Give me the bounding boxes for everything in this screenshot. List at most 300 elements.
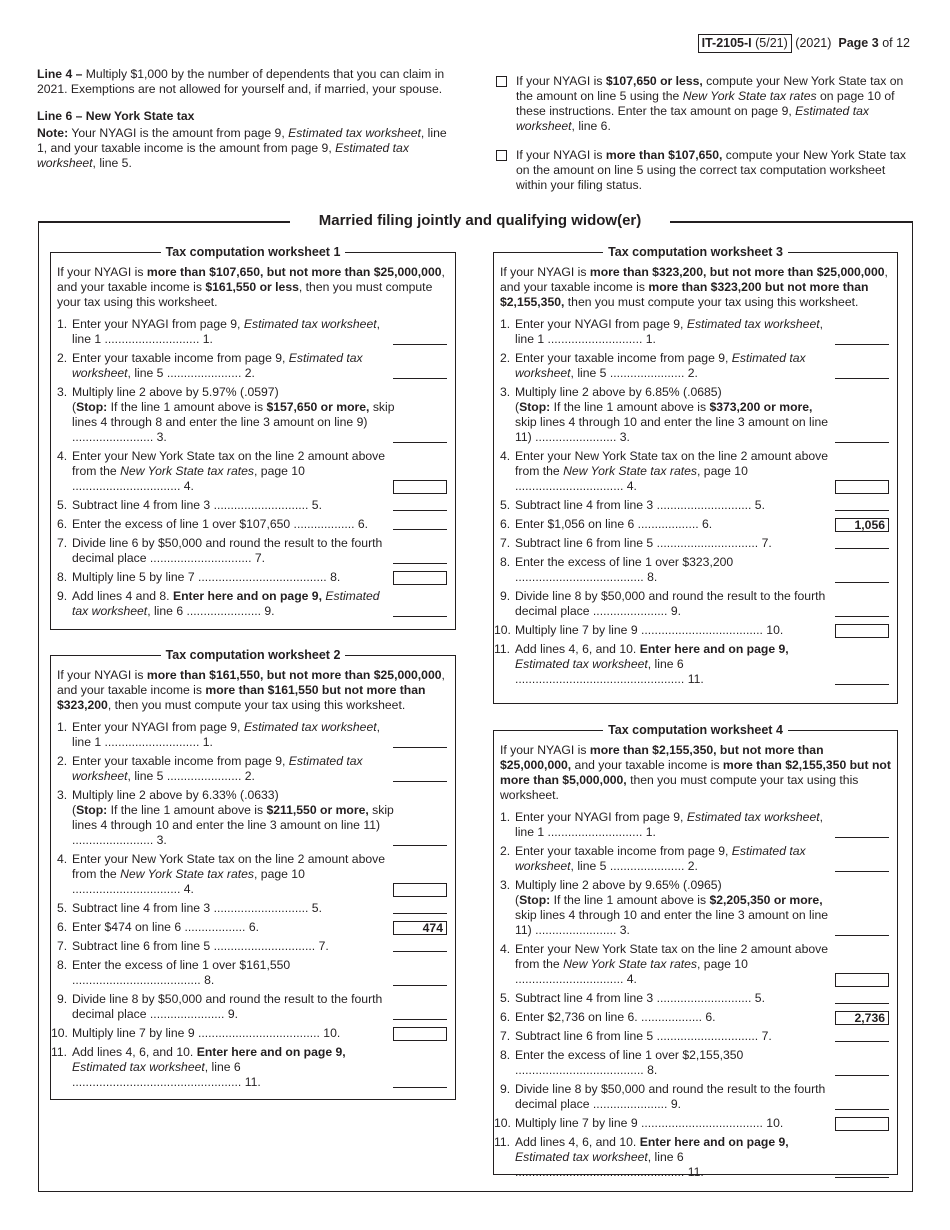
intro-bold: more than $161,550 but not more than $323,200: [57, 683, 426, 712]
form-ref: New York State tax rates: [563, 464, 698, 478]
line-number: 9.: [500, 1082, 511, 1096]
line-text: [72, 754, 363, 783]
ws3-answer-l4[interactable]: [835, 480, 889, 494]
line-text: [72, 1026, 340, 1040]
leader-dots: ..................................................: [515, 1165, 688, 1179]
stop-label: Stop:: [519, 400, 551, 414]
enter-here: Enter here and on page 9,: [639, 1135, 789, 1149]
line-number: 7.: [500, 1029, 511, 1043]
leader-dots: ..................: [181, 920, 249, 934]
page-total: of 12: [882, 36, 910, 50]
line-ref: 1.: [645, 825, 656, 839]
form-ref: Estimated tax worksheet: [243, 317, 377, 331]
line-label: Subtract line 4 from line 3: [515, 498, 654, 512]
ws4-line-4: [494, 942, 897, 987]
leader-dots: ................................: [72, 882, 184, 896]
intro-text: , then you must compute your tax using this worksheet.: [57, 280, 433, 309]
leader-dots: ................................: [515, 479, 627, 493]
leader-dots: ..................: [634, 517, 702, 531]
line-text: [72, 920, 259, 934]
ws3-answer-l2[interactable]: [835, 364, 889, 379]
line6-heading-text: Line 6 – New York State tax: [37, 109, 195, 123]
line-text: [515, 589, 825, 618]
line-ref: 7.: [761, 1029, 772, 1043]
intro-text: , and your taxable income is: [57, 265, 445, 294]
checkbox-low[interactable]: [496, 76, 507, 87]
line-ref: , page 10: [254, 867, 305, 881]
ws3-line-3: [494, 385, 897, 445]
ws2-answer-l5[interactable]: [393, 899, 447, 914]
ws3-answer-l9[interactable]: [835, 602, 889, 617]
ws3-answer-l8[interactable]: [835, 568, 889, 583]
note-text-2: , line 1, and your taxable income is the amount from page 9,: [37, 126, 447, 155]
check1-italic-1: New York State tax rates: [682, 89, 817, 103]
line-number: 3.: [57, 385, 68, 399]
stop-label: Stop:: [76, 803, 108, 817]
intro-text: then you must compute your tax using this worksheet.: [500, 773, 859, 802]
line-text: [515, 810, 823, 839]
line-ref: , line 1: [72, 317, 380, 346]
ws1-intro: [57, 265, 450, 310]
ws2-answer-l3[interactable]: [393, 831, 447, 846]
leader-dots: ................................: [515, 972, 627, 986]
ws2-answer-l4[interactable]: [393, 883, 447, 897]
leader-dots: ........................: [531, 430, 620, 444]
ws3-answer-l5[interactable]: [835, 496, 889, 511]
line-label: Divide line 6 by $50,000 and round the result to the fourth decimal place: [72, 536, 383, 565]
line-ref: , line 1: [72, 720, 380, 749]
ws4-line-7: [494, 1029, 897, 1044]
leader-dots: ......................................: [72, 973, 205, 987]
note-italic-2: Estimated tax worksheet: [37, 141, 409, 170]
line-label: Multiply line 2 above by 9.65% (.0965): [515, 878, 722, 892]
line-text: [72, 498, 322, 512]
line-text: [515, 498, 765, 512]
line-number: 2.: [500, 351, 511, 365]
line-text: [72, 517, 368, 531]
line-ref: 4.: [183, 882, 194, 896]
leader-dots: ......................: [589, 604, 671, 618]
line-text: [515, 1116, 783, 1130]
line-number: 7.: [57, 536, 68, 550]
leader-dots: ......................................: [515, 1063, 648, 1077]
ws4-answer-l8[interactable]: [835, 1061, 889, 1076]
worksheet-4: [493, 723, 898, 1179]
leader-dots: ........................: [72, 833, 157, 847]
ws3-line-1: [494, 317, 897, 347]
line-text: [515, 991, 765, 1005]
ws4-answer-l2[interactable]: [835, 857, 889, 872]
ws4-line-9: [494, 1082, 897, 1112]
intro-text: , then you must compute your tax using this worksheet.: [107, 698, 406, 712]
form-ref: Estimated tax worksheet: [72, 351, 363, 380]
line4-label: Line 4 –: [37, 67, 83, 81]
leader-dots: ..............................: [210, 939, 319, 953]
line-ref: 1.: [202, 332, 213, 346]
ws1-answer-l4[interactable]: [393, 480, 447, 494]
form-revision: (5/21): [755, 36, 788, 50]
line-number: 9.: [57, 589, 68, 603]
ws1-answer-l7[interactable]: [393, 549, 447, 564]
line-number: 4.: [500, 449, 511, 463]
line-text: [515, 317, 823, 346]
leader-dots: ......................: [183, 604, 265, 618]
intro-text: If your NYAGI is: [57, 265, 147, 279]
line-number: 8.: [57, 570, 68, 584]
enter-here: Enter here and on page 9,: [172, 589, 322, 603]
leader-dots: ....................................: [194, 1026, 324, 1040]
leader-dots: ......................................: [194, 570, 331, 584]
line-number: 4.: [57, 449, 68, 463]
ws2-line-11: [51, 1045, 455, 1090]
line-text: [515, 844, 806, 873]
line-label: Subtract line 4 from line 3: [72, 901, 211, 915]
form-ref: Estimated tax worksheet: [72, 1060, 205, 1074]
line-text: [515, 555, 733, 584]
line-text: [72, 901, 322, 915]
line-text: [72, 939, 329, 953]
line-number: 7.: [57, 939, 68, 953]
leader-dots: ......................: [606, 859, 688, 873]
line-text: [72, 449, 385, 493]
line-ref: 8.: [647, 1063, 658, 1077]
ws4-line-6: [494, 1010, 897, 1025]
ws1-answer-l3[interactable]: [393, 428, 447, 443]
line-label: Subtract line 6 from line 5: [72, 939, 211, 953]
ws4-answer-l11[interactable]: [835, 1163, 889, 1178]
line6-heading: [37, 109, 449, 124]
line-label: Enter your NYAGI from page 9,: [515, 810, 684, 824]
line-ref: 5.: [754, 498, 765, 512]
ws4-answer-l5[interactable]: [835, 989, 889, 1004]
line-ref: 3.: [619, 430, 630, 444]
ws3-answer-l6: 1,056: [835, 518, 889, 532]
form-id-box: [698, 34, 792, 53]
line-label: Enter $2,736 on line 6.: [515, 1010, 638, 1024]
form-ref: New York State tax rates: [120, 464, 255, 478]
ws3-line-5: [494, 498, 897, 513]
line-label: Enter the excess of line 1 over $323,200: [515, 555, 734, 569]
leader-dots: ............................: [101, 735, 203, 749]
check2-text-2: compute your New York State tax on the amount on line 5 using the correct tax computation worksheet within your filing status.: [516, 148, 906, 192]
leader-dots: ................................: [72, 479, 184, 493]
line-ref: 2.: [687, 859, 698, 873]
leader-dots: ..............................: [653, 536, 762, 550]
ws3-title: Tax computation worksheet 3: [603, 245, 788, 259]
ws2-answer-l2[interactable]: [393, 767, 447, 782]
line-text: [72, 720, 380, 749]
worksheet-2: [50, 648, 456, 1100]
line-ref: 4.: [626, 479, 637, 493]
line-text: [72, 992, 382, 1021]
ws3-answer-l3[interactable]: [835, 428, 889, 443]
form-ref: Estimated tax worksheet: [243, 720, 377, 734]
line-number: 8.: [500, 555, 511, 569]
ws2-answer-l11[interactable]: [393, 1073, 447, 1088]
form-ref: Estimated tax worksheet: [515, 657, 648, 671]
leader-dots: ..................................................: [515, 672, 688, 686]
ws2-answer-l10[interactable]: [393, 1027, 447, 1041]
line-ref: , line 6: [647, 1150, 684, 1164]
stop-text: If the line 1 amount above is: [110, 803, 264, 817]
line-ref: , line 5: [127, 366, 164, 380]
line-ref: 11.: [687, 1165, 704, 1179]
line-text: [72, 317, 380, 346]
ws1-answer-l9[interactable]: [393, 602, 447, 617]
line-ref: 9.: [227, 1007, 238, 1021]
line-label: Enter your NYAGI from page 9,: [515, 317, 684, 331]
form-ref: Estimated tax worksheet: [72, 589, 380, 618]
leader-dots: ......................: [163, 366, 245, 380]
stop-label: Stop:: [519, 893, 551, 907]
intro-bold: more than $161,550, but not more than $25,000,000: [146, 668, 442, 682]
form-ref: New York State tax rates: [120, 867, 255, 881]
stop-amount: $2,205,350: [709, 893, 771, 907]
line-ref: 5.: [311, 901, 322, 915]
line-label: Multiply line 7 by line 9: [515, 623, 638, 637]
line-label: Enter your New York State tax on the line 2 amount above from the: [72, 449, 386, 478]
form-ref: Estimated tax worksheet: [686, 317, 820, 331]
line-ref: , page 10: [697, 957, 748, 971]
line-ref: 11.: [687, 672, 704, 686]
stop-text-2: skip lines 4 through 10 and enter the line 3 amount on line 11): [515, 908, 829, 937]
check1-text-4: , line 6.: [571, 119, 611, 133]
line-text: [515, 1029, 772, 1043]
ws4-title: Tax computation worksheet 4: [603, 723, 788, 737]
line-text: [515, 351, 806, 380]
line-number: 4.: [500, 942, 511, 956]
line-text: [515, 517, 712, 531]
ws1-answer-l2[interactable]: [393, 364, 447, 379]
line-label: Enter your New York State tax on the line 2 amount above from the: [515, 942, 829, 971]
ws3-intro: [500, 265, 892, 310]
ws1-line-4: [51, 449, 455, 494]
leader-dots: ............................: [101, 332, 203, 346]
leader-dots: ......................: [146, 1007, 228, 1021]
ws4-answer-l4[interactable]: [835, 973, 889, 987]
ws2-answer-l9[interactable]: [393, 1005, 447, 1020]
ws1-answer-l8[interactable]: [393, 571, 447, 585]
ws1-answer-l6[interactable]: [393, 515, 447, 530]
leader-dots: ............................: [544, 332, 646, 346]
ws4-answer-l1[interactable]: [835, 823, 889, 838]
ws4-line-10: [494, 1116, 897, 1131]
line-ref: , line 1: [515, 317, 823, 346]
ws3-answer-l1[interactable]: [835, 330, 889, 345]
stop-text: If the line 1 amount above is: [110, 400, 264, 414]
nyagi-high-option: [496, 148, 908, 193]
line-ref: 8.: [647, 570, 658, 584]
line-ref: 6.: [702, 517, 713, 531]
ws4-answer-l10[interactable]: [835, 1117, 889, 1131]
ws2-answer-l1[interactable]: [393, 733, 447, 748]
line-label: Add lines 4, 6, and 10.: [515, 1135, 637, 1149]
line-number: 5.: [57, 901, 68, 915]
ws3-answer-l11[interactable]: [835, 670, 889, 685]
form-ref: Estimated tax worksheet: [515, 1150, 648, 1164]
ws4-line-11: [494, 1135, 897, 1180]
line-text: [72, 852, 385, 896]
form-id: IT-2105-I: [701, 36, 752, 50]
line-text: [515, 1010, 716, 1024]
line-label: Enter the excess of line 1 over $107,650: [72, 517, 291, 531]
line-number: 11.: [494, 642, 511, 656]
line4-text: Multiply $1,000 by the number of dependents that you can claim in 2021. Exemptions are not allowed for yourself and, if married, your spouse.: [37, 67, 445, 96]
note-label: Note:: [37, 126, 69, 140]
page-label: Page: [838, 36, 869, 50]
line-ref: , line 5: [127, 769, 164, 783]
page-number: 3: [871, 36, 879, 50]
ws4-line-3: [494, 878, 897, 938]
line-ref: 3.: [619, 923, 630, 937]
ws1-line-1: [51, 317, 455, 347]
ws2-line-1: [51, 720, 455, 750]
line-ref: , line 5: [570, 859, 607, 873]
form-ref: Estimated tax worksheet: [686, 810, 820, 824]
line-label: Enter your New York State tax on the line 2 amount above from the: [72, 852, 386, 881]
line-ref: 3.: [156, 430, 167, 444]
note-text-1: Your NYAGI is the amount from page 9,: [71, 126, 285, 140]
line-number: 5.: [500, 498, 511, 512]
intro-text: If your NYAGI is: [500, 743, 590, 757]
ws4-answer-l7[interactable]: [835, 1027, 889, 1042]
line-number: 1.: [57, 317, 68, 331]
check2-bold: more than $107,650,: [605, 148, 723, 162]
leader-dots: ..............................: [653, 1029, 762, 1043]
check1-text-2: compute your New York State tax on the amount on line 5 using the: [516, 74, 904, 103]
check1-text-3: on page 10 of these instructions. Enter the tax amount on page 9,: [516, 89, 895, 118]
line-label: Enter the excess of line 1 over $2,155,350: [515, 1048, 744, 1062]
stop-label: Stop:: [76, 400, 108, 414]
line-ref: 10.: [766, 623, 784, 637]
stop-amount: $211,550: [266, 803, 317, 817]
leader-dots: ........................: [531, 923, 620, 937]
line-label: Subtract line 4 from line 3: [515, 991, 654, 1005]
line-number: 10.: [494, 623, 511, 637]
stop-text: If the line 1 amount above is: [553, 400, 707, 414]
leader-dots: ............................: [210, 901, 312, 915]
line-label: Multiply line 7 by line 9: [515, 1116, 638, 1130]
line-ref: , line 6: [204, 1060, 241, 1074]
ws2-answer-l7[interactable]: [393, 937, 447, 952]
intro-bold: more than $107,650, but not more than $25,000,000: [146, 265, 442, 279]
line-label: Divide line 8 by $50,000 and round the result to the fourth decimal place: [72, 992, 383, 1021]
line-number: 11.: [51, 1045, 68, 1059]
line-label: Enter $1,056 on line 6: [515, 517, 635, 531]
frame-top-right: [666, 221, 912, 223]
line-text: [72, 958, 290, 987]
leader-dots: ........................: [72, 430, 157, 444]
ws4-answer-l3[interactable]: [835, 921, 889, 936]
ws3-line-11: [494, 642, 897, 687]
line-label: Enter your NYAGI from page 9,: [72, 720, 241, 734]
ws1-line-7: [51, 536, 455, 566]
ws3-answer-l10[interactable]: [835, 624, 889, 638]
line-number: 11.: [494, 1135, 511, 1149]
line-text: [72, 536, 382, 565]
check1-italic-2: Estimated tax worksheet: [516, 104, 869, 133]
ws2-line-9: [51, 992, 455, 1022]
line-number: 1.: [57, 720, 68, 734]
intro-bold: more than $323,200 but not more than $2,155,350,: [500, 280, 869, 309]
leader-dots: ..............................: [146, 551, 255, 565]
intro-text: If your NYAGI is: [500, 265, 590, 279]
line-label: Multiply line 2 above by 5.97% (.0597): [72, 385, 279, 399]
ws2-line-4: [51, 852, 455, 897]
leader-dots: ......................: [606, 366, 688, 380]
check1-text-1: If your NYAGI is: [516, 74, 603, 88]
line-number: 8.: [57, 958, 68, 972]
stop-more: or more,: [763, 400, 813, 414]
line-ref: 10.: [766, 1116, 784, 1130]
line-ref: 5.: [754, 991, 765, 1005]
line-ref: , page 10: [254, 464, 305, 478]
ws2-line-5: [51, 901, 455, 916]
line-number: 5.: [57, 498, 68, 512]
ws4-answer-l9[interactable]: [835, 1095, 889, 1110]
ws2-answer-l6: 474: [393, 921, 447, 935]
line-ref: , line 6: [147, 604, 184, 618]
line-number: 2.: [500, 844, 511, 858]
line-ref: 10.: [323, 1026, 341, 1040]
line-number: 7.: [500, 536, 511, 550]
line-number: 6.: [500, 517, 511, 531]
ws3-line-4: [494, 449, 897, 494]
line-text: [515, 536, 772, 550]
leader-dots: ............................: [544, 825, 646, 839]
ws1-answer-l5[interactable]: [393, 496, 447, 511]
line-text: [515, 1135, 789, 1179]
line6-note: [37, 126, 449, 171]
intro-bold: more than $2,155,350 but not more than $5,000,000,: [500, 758, 891, 787]
line4-instruction: [37, 67, 449, 97]
line-label: Enter your taxable income from page 9,: [515, 844, 729, 858]
line-ref: 1.: [645, 332, 656, 346]
line-label: Enter your taxable income from page 9,: [515, 351, 729, 365]
line-text: [72, 351, 363, 380]
ws1-answer-l1[interactable]: [393, 330, 447, 345]
line-text: [515, 642, 789, 686]
form-ref: New York State tax rates: [563, 957, 698, 971]
line-label: Multiply line 7 by line 9: [72, 1026, 195, 1040]
ws3-answer-l7[interactable]: [835, 534, 889, 549]
ws1-line-3: [51, 385, 455, 445]
line-label: Multiply line 2 above by 6.33% (.0633): [72, 788, 279, 802]
line-ref: 8.: [204, 973, 215, 987]
stop-text-2: skip lines 4 through 8 and enter the line 3 amount on line 9): [72, 400, 395, 429]
ws3-title-bar: [494, 244, 897, 260]
line-ref: 4.: [626, 972, 637, 986]
leader-dots: ..................................................: [72, 1075, 245, 1089]
line-ref: 6.: [357, 517, 369, 531]
stop-amount: $157,650: [266, 400, 318, 414]
leader-dots: ......................: [589, 1097, 671, 1111]
line-label: Add lines 4 and 8.: [72, 589, 170, 603]
line-number: 2.: [57, 351, 68, 365]
ws4-line-5: [494, 991, 897, 1006]
leader-dots: ....................................: [637, 623, 767, 637]
ws4-answer-l6: 2,736: [835, 1011, 889, 1025]
stop-text-2: skip lines 4 through 10 and enter the line 3 amount on line 11): [72, 803, 394, 832]
leader-dots: ............................: [210, 498, 312, 512]
ws2-answer-l8[interactable]: [393, 971, 447, 986]
line-ref: 7.: [318, 939, 329, 953]
checkbox-high[interactable]: [496, 150, 507, 161]
line-label: Subtract line 6 from line 5: [515, 1029, 654, 1043]
ws3-line-8: [494, 555, 897, 585]
instructions-left: [37, 67, 449, 183]
frame-top-left: [38, 221, 295, 223]
